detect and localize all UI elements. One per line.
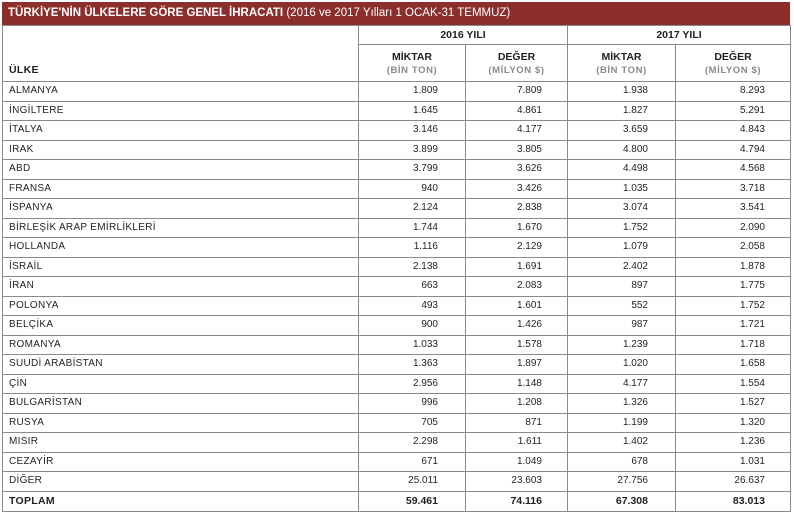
miktar-2016-cell: 1.116 [359,238,466,258]
country-cell: SUUDİ ARABİSTAN [3,355,359,375]
header-deger-label: DEĞER [497,51,536,63]
deger-2016-cell: 23.603 [466,472,568,492]
miktar-2016-cell: 3.146 [359,121,466,141]
table-row [3,355,791,375]
table-row [3,335,791,355]
deger-2016-cell: 4.861 [466,101,568,121]
miktar-2017-cell: 678 [568,452,676,472]
deger-2017-cell: 1.031 [676,452,791,472]
miktar-2017-cell: 1.079 [568,238,676,258]
table-row [3,238,791,258]
miktar-2017-cell: 1.752 [568,218,676,238]
deger-2017-cell: 26.637 [676,472,791,492]
country-cell: ÇİN [3,374,359,394]
miktar-2017-cell: 1.938 [568,82,676,102]
miktar-2017-cell: 987 [568,316,676,336]
header-year-2016: 2016 YILI [359,26,568,45]
deger-2017-cell: 1.775 [676,277,791,297]
country-cell: POLONYA [3,296,359,316]
country-cell: BİRLEŞİK ARAP EMİRLİKLERİ [3,218,359,238]
header-deger-unit: (MİLYON $) [704,65,762,76]
miktar-2016-cell: 2.298 [359,433,466,453]
deger-2016-cell: 3.805 [466,140,568,160]
miktar-2017-cell: 4.498 [568,160,676,180]
table-title-bar [2,2,790,25]
deger-2017-cell: 4.568 [676,160,791,180]
miktar-2017-cell: 1.402 [568,433,676,453]
deger-2016-cell: 1.148 [466,374,568,394]
miktar-2017-cell: 1.199 [568,413,676,433]
deger-2016-cell: 2.838 [466,199,568,219]
deger-2016-cell: 7.809 [466,82,568,102]
header-miktar-unit: (BİN TON) [386,65,438,76]
table-row [3,199,791,219]
miktar-2016-cell: 1.363 [359,355,466,375]
header-2017-miktar [568,45,676,82]
country-cell: ABD [3,160,359,180]
deger-2017-cell: 4.794 [676,140,791,160]
header-miktar-label: MİKTAR [601,51,642,63]
country-cell: İRAN [3,277,359,297]
deger-2017-cell: 1.658 [676,355,791,375]
miktar-2017-cell: 1.827 [568,101,676,121]
total-miktar-2016: 59.461 [359,491,466,511]
miktar-2016-cell: 671 [359,452,466,472]
country-cell: FRANSA [3,179,359,199]
country-cell: MISIR [3,433,359,453]
deger-2017-cell: 2.090 [676,218,791,238]
miktar-2016-cell: 1.033 [359,335,466,355]
miktar-2016-cell: 3.799 [359,160,466,180]
miktar-2017-cell: 1.035 [568,179,676,199]
miktar-2016-cell: 2.124 [359,199,466,219]
miktar-2016-cell: 1.744 [359,218,466,238]
deger-2017-cell: 1.752 [676,296,791,316]
table-row [3,472,791,492]
deger-2016-cell: 1.426 [466,316,568,336]
header-deger-label: DEĞER [714,51,752,63]
country-cell: IRAK [3,140,359,160]
export-table-panel [2,2,790,512]
miktar-2016-cell: 900 [359,316,466,336]
header-country: ÜLKE [3,26,359,82]
deger-2017-cell: 5.291 [676,101,791,121]
deger-2017-cell: 4.843 [676,121,791,141]
miktar-2017-cell: 3.659 [568,121,676,141]
deger-2017-cell: 8.293 [676,82,791,102]
miktar-2016-cell: 2.956 [359,374,466,394]
miktar-2016-cell: 25.011 [359,472,466,492]
deger-2017-cell: 1.236 [676,433,791,453]
miktar-2017-cell: 552 [568,296,676,316]
miktar-2016-cell: 663 [359,277,466,297]
miktar-2016-cell: 705 [359,413,466,433]
miktar-2017-cell: 4.800 [568,140,676,160]
deger-2016-cell: 1.578 [466,335,568,355]
miktar-2017-cell: 897 [568,277,676,297]
total-miktar-2017: 67.308 [568,491,676,511]
table-row [3,179,791,199]
deger-2016-cell: 1.611 [466,433,568,453]
deger-2016-cell: 3.626 [466,160,568,180]
table-body [3,82,791,492]
miktar-2017-cell: 2.402 [568,257,676,277]
table-row [3,394,791,414]
table-row [3,277,791,297]
miktar-2016-cell: 1.645 [359,101,466,121]
country-cell: CEZAYİR [3,452,359,472]
table-row [3,433,791,453]
deger-2016-cell: 1.897 [466,355,568,375]
table-subtitle: (2016 ve 2017 Yılları 1 OCAK-31 TEMMUZ) [286,7,511,19]
country-cell: İSPANYA [3,199,359,219]
total-deger-2016: 74.116 [466,491,568,511]
deger-2016-cell: 4.177 [466,121,568,141]
table-row [3,257,791,277]
miktar-2016-cell: 940 [359,179,466,199]
miktar-2016-cell: 3.899 [359,140,466,160]
country-cell: ALMANYA [3,82,359,102]
country-cell: İTALYA [3,121,359,141]
deger-2016-cell: 871 [466,413,568,433]
deger-2016-cell: 1.670 [466,218,568,238]
deger-2016-cell: 1.601 [466,296,568,316]
total-row [3,491,791,511]
miktar-2016-cell: 996 [359,394,466,414]
deger-2017-cell: 2.058 [676,238,791,258]
deger-2017-cell: 1.554 [676,374,791,394]
country-cell: ROMANYA [3,335,359,355]
table-row [3,296,791,316]
country-cell: RUSYA [3,413,359,433]
country-cell: BULGARİSTAN [3,394,359,414]
table-title: TÜRKİYE'NİN ÜLKELERE GÖRE GENEL İHRACATI [8,7,284,19]
country-cell: İSRAİL [3,257,359,277]
table-row [3,160,791,180]
deger-2017-cell: 1.527 [676,394,791,414]
deger-2017-cell: 1.718 [676,335,791,355]
miktar-2016-cell: 493 [359,296,466,316]
table-row [3,218,791,238]
total-deger-2017: 83.013 [676,491,791,511]
total-label: TOPLAM [3,491,359,511]
deger-2017-cell: 1.320 [676,413,791,433]
deger-2016-cell: 1.049 [466,452,568,472]
deger-2016-cell: 1.691 [466,257,568,277]
deger-2016-cell: 1.208 [466,394,568,414]
country-cell: BELÇİKA [3,316,359,336]
deger-2016-cell: 2.083 [466,277,568,297]
miktar-2016-cell: 2.138 [359,257,466,277]
miktar-2016-cell: 1.809 [359,82,466,102]
country-cell: DİĞER [3,472,359,492]
miktar-2017-cell: 1.239 [568,335,676,355]
header-year-2017: 2017 YILI [568,26,791,45]
header-2016-deger [466,45,568,82]
table-row [3,316,791,336]
miktar-2017-cell: 4.177 [568,374,676,394]
miktar-2017-cell: 1.020 [568,355,676,375]
table-row [3,121,791,141]
deger-2017-cell: 1.878 [676,257,791,277]
header-deger-unit: (MİLYON $) [488,65,545,76]
miktar-2017-cell: 27.756 [568,472,676,492]
deger-2017-cell: 3.718 [676,179,791,199]
deger-2016-cell: 2.129 [466,238,568,258]
country-cell: İNGİLTERE [3,101,359,121]
deger-2017-cell: 1.721 [676,316,791,336]
country-cell: HOLLANDA [3,238,359,258]
header-miktar-unit: (BİN TON) [596,65,647,76]
table-row [3,413,791,433]
header-miktar-label: MİKTAR [391,51,433,63]
header-2017-deger [676,45,791,82]
miktar-2017-cell: 1.326 [568,394,676,414]
deger-2017-cell: 3.541 [676,199,791,219]
table-row [3,452,791,472]
deger-2016-cell: 3.426 [466,179,568,199]
miktar-2017-cell: 3.074 [568,199,676,219]
table-row [3,82,791,102]
header-2016-miktar [359,45,466,82]
table-row [3,101,791,121]
export-table [2,25,791,512]
table-row [3,374,791,394]
table-row [3,140,791,160]
